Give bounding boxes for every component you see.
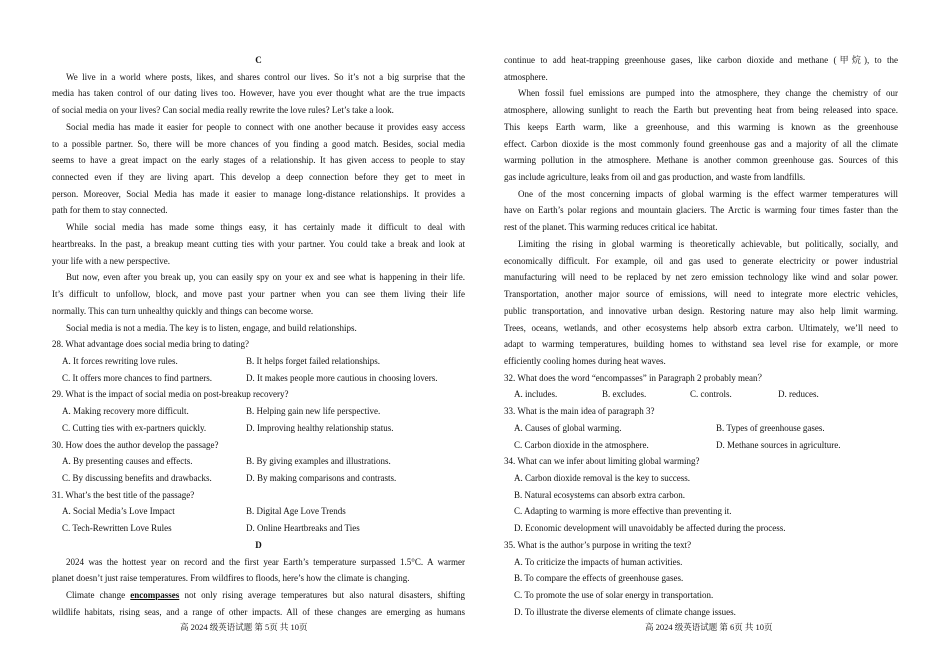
passage-d-line: warming pollution in the atmosphere. Methane is another common greenhouse gas. Sources of this <box>504 155 898 166</box>
q31-option-b[interactable]: B. Digital Age Love Trends <box>246 506 346 517</box>
q31-option-c[interactable]: C. Tech-Rewritten Love Rules <box>62 523 172 534</box>
q32-options-row <box>504 386 898 403</box>
passage-d-line: adapt to warming temperatures, building homes to withstand sea level rise for example, or more <box>504 339 898 350</box>
q30-option-c[interactable]: C. By discussing benefits and drawbacks. <box>62 472 212 483</box>
q28-option-d[interactable]: D. It makes people more cautious in choosing lovers. <box>246 372 438 383</box>
question-34: 34. What can we infer about limiting global warming? <box>504 456 700 467</box>
q28-options-row1 <box>52 353 465 370</box>
passage-c-line: media has taken control of our dating lives too. However, have you ever thought what are the true impacts <box>52 88 465 99</box>
section-c-heading: C <box>255 55 262 65</box>
passage-d-line: When fossil fuel emissions are pumped into the atmosphere, they change the chemistry of our <box>518 88 898 99</box>
right-page-column <box>504 52 898 620</box>
left-page-column <box>52 52 465 620</box>
q30-option-b[interactable]: B. By giving examples and illustrations. <box>246 456 391 467</box>
question-32: 32. What does the word “encompasses” in Paragraph 2 probably mean？ <box>504 372 767 383</box>
page-footer-left: 高 2024 级英语试题 第 5页 共 10页 <box>180 622 308 632</box>
q32-option-b[interactable]: B. excludes. <box>602 389 647 400</box>
passage-d-line: effect. Carbon dioxide is the most commonly found greenhouse gas and a majority of all the climate <box>504 138 898 149</box>
q31-option-d[interactable]: D. Online Heartbreaks and Ties <box>246 523 360 534</box>
q30-options-row1 <box>52 453 465 470</box>
passage-d-line: planet doesn’t just raise temperatures. From wildfires to floods, here’s how the climate is changing. <box>52 573 410 584</box>
question-29: 29. What is the impact of social media on post-breakup recovery? <box>52 389 289 400</box>
q29-option-c[interactable]: C. Cutting ties with ex-partners quickly. <box>62 422 207 433</box>
question-28: 28. What advantage does social media bring to dating? <box>52 339 250 350</box>
question-33: 33. What is the main idea of paragraph 3? <box>504 406 655 417</box>
passage-d-line: atmosphere. <box>504 71 548 82</box>
q31-options-row1 <box>52 503 465 520</box>
passage-d-text: not only rising average temperatures but also natural disasters, shifting <box>179 590 465 600</box>
passage-d-text: Climate change <box>66 590 131 600</box>
q34-option-a[interactable]: A. Carbon dioxide removal is the key to success. <box>514 472 690 483</box>
q34-option-b[interactable]: B. Natural ecosystems can absorb extra carbon. <box>514 489 685 500</box>
passage-c-line: It’s difficult to unfollow, block, and move past your partner when you can see them living their life <box>52 289 465 300</box>
passage-d-line: atmosphere, allowing sunlight to reach the Earth but preventing heat from being released into space. <box>504 105 898 116</box>
passage-c-line: But now, even after you break up, you can easily spy on your ex and see what is happening in their life. <box>66 272 465 283</box>
passage-d-line: This keeps Earth warm, like a greenhouse, and this warming is known as the greenhouse <box>504 121 898 132</box>
passage-d-line: manufacturing will need to be replaced by net zero emission technology like wind and solar power. <box>504 272 898 283</box>
passage-d-line: Limiting the rising in global warming is theoretically achievable, but politically, socially, and <box>518 238 898 249</box>
passage-d-line: economically difficult. For example, oil and gas used to generate electricity or power industrial <box>504 255 898 266</box>
q32-option-d[interactable]: D. reduces. <box>778 389 819 400</box>
q34-option-c[interactable]: C. Adapting to warming is more effective than preventing it. <box>514 506 732 517</box>
q35-option-c[interactable]: C. To promote the use of solar energy in transportation. <box>514 590 714 600</box>
q30-option-a[interactable]: A. By presenting causes and effects. <box>62 456 193 467</box>
passage-d-line: wildlife habitats, rising seas, and a range of other impacts. All of these changes are emerging as humans <box>52 606 465 617</box>
question-35: 35. What is the author’s purpose in writing the text? <box>504 539 692 550</box>
q30-options-row2 <box>52 470 465 487</box>
passage-c-line: normally. This can turn unhealthy quickly and things can become worse. <box>52 305 314 316</box>
passage-c-line: person. Moreover, Social Media has made it easier to manage long-distance relationships. It provides a <box>52 188 465 199</box>
passage-c-line: seems to have a great impact on the early stages of a relationship. It has given access to people to stay <box>52 155 465 166</box>
passage-d-line: have on Earth’s polar regions and mountain glaciers. The Arctic is warming four times faster than the <box>504 205 898 216</box>
q33-option-a[interactable]: A. Causes of global warming. <box>514 422 622 433</box>
q29-options-row1 <box>52 403 465 420</box>
q29-options-row2 <box>52 420 465 437</box>
question-31: 31. What’s the best title of the passage? <box>52 489 195 500</box>
passage-d-line: continue to add heat-trapping greenhouse gases, like carbon dioxide and methane (甲烷), to the <box>504 55 898 65</box>
passage-c-line: Social media has made it easier for people to connect with one another because it provides easy access <box>66 121 465 132</box>
q35-option-b[interactable]: B. To compare the effects of greenhouse gases. <box>514 573 684 584</box>
passage-d-line: Transportation, another major source of emissions, will need to integrate more electric vehicles, <box>504 289 898 300</box>
q33-option-c[interactable]: C. Carbon dioxide in the atmosphere. <box>514 439 649 450</box>
passage-c-line: We live in a world where posts, likes, and shares control our lives. So it’s not a big surprise that the <box>66 71 465 82</box>
passage-d-line: gas include agriculture, leaks from oil and gas production, and waste from landfills. <box>504 172 806 183</box>
passage-c-line: your life with a new perspective. <box>52 255 170 266</box>
q28-option-c[interactable]: C. It offers more chances to find partners. <box>62 372 213 383</box>
q30-option-d[interactable]: D. By making comparisons and contrasts. <box>246 472 397 483</box>
page-footer-right: 高 2024 级英语试题 第 6页 共 10页 <box>645 622 773 632</box>
q32-option-c[interactable]: C. controls. <box>690 389 732 400</box>
q32-option-a[interactable]: A. includes. <box>514 389 558 400</box>
q33-option-b[interactable]: B. Types of greenhouse gases. <box>716 422 825 433</box>
passage-c-line: to a possible partner. So, there will be more chances of you finding a good match. Besides, social media <box>52 138 465 149</box>
passage-c-line: While social media has made some things easy, it has certainly made it difficult to deal with <box>66 222 465 233</box>
section-d-heading: D <box>255 539 262 550</box>
underlined-word-encompasses: encompasses <box>130 590 180 600</box>
q29-option-a[interactable]: A. Making recovery more difficult. <box>62 406 189 417</box>
passage-d-line: public transportation, and innovative urban design. Restoring nature may also help limit warming. <box>504 305 898 316</box>
passage-c-line: connected even if they are living apart. This develop a deep connection before they get to meet in <box>52 172 465 183</box>
q28-option-a[interactable]: A. It forces rewriting love rules. <box>62 355 178 366</box>
passage-d-line: One of the most concerning impacts of global warming is the effect warmer temperatures will <box>518 188 898 199</box>
q33-options-row1 <box>504 420 898 437</box>
passage-d-line <box>52 587 465 604</box>
q29-option-b[interactable]: B. Helping gain new life perspective. <box>246 406 381 417</box>
q33-option-d[interactable]: D. Methane sources in agriculture. <box>716 439 841 450</box>
q31-options-row2 <box>52 520 465 537</box>
passage-d-line: Trees, oceans, wetlands, and other ecosystems help absorb extra carbon. Ultimately, we’ll need to <box>504 322 898 333</box>
passage-d-line: 2024 was the hottest year on record and the first year Earth’s temperature surpassed 1.5°C. A warmer <box>66 556 465 567</box>
q35-option-a[interactable]: A. To criticize the impacts of human activities. <box>514 556 683 567</box>
q29-option-d[interactable]: D. Improving healthy relationship status. <box>246 422 394 433</box>
q33-options-row2 <box>504 437 898 454</box>
q34-option-d[interactable]: D. Economic development will unavoidably be affected during the process. <box>514 523 786 534</box>
question-30: 30. How does the author develop the passage? <box>52 439 219 450</box>
q35-option-d[interactable]: D. To illustrate the diverse elements of climate change issues. <box>514 606 736 617</box>
q28-option-b[interactable]: B. It helps forget failed relationships. <box>246 355 381 366</box>
q31-option-a[interactable]: A. Social Media’s Love Impact <box>62 506 175 517</box>
passage-d-line: rest of the planet. This warming reduces critical ice habitat. <box>504 222 718 233</box>
passage-c-line: Social media is not a media. The key is to listen, engage, and build relationships. <box>66 322 357 333</box>
passage-d-line: efficiently cooling homes during heat waves. <box>504 355 666 366</box>
passage-c-line: path for them to stay connected. <box>52 205 168 216</box>
passage-c-line: heartbreaks. In the past, a breakup meant cutting ties with your partner. You could take a break and look at <box>52 238 465 249</box>
passage-c-line: of social media on your lives? Can social media really rewrite the love rules? Let’s take a look. <box>52 105 394 116</box>
q28-options-row2 <box>52 370 465 387</box>
